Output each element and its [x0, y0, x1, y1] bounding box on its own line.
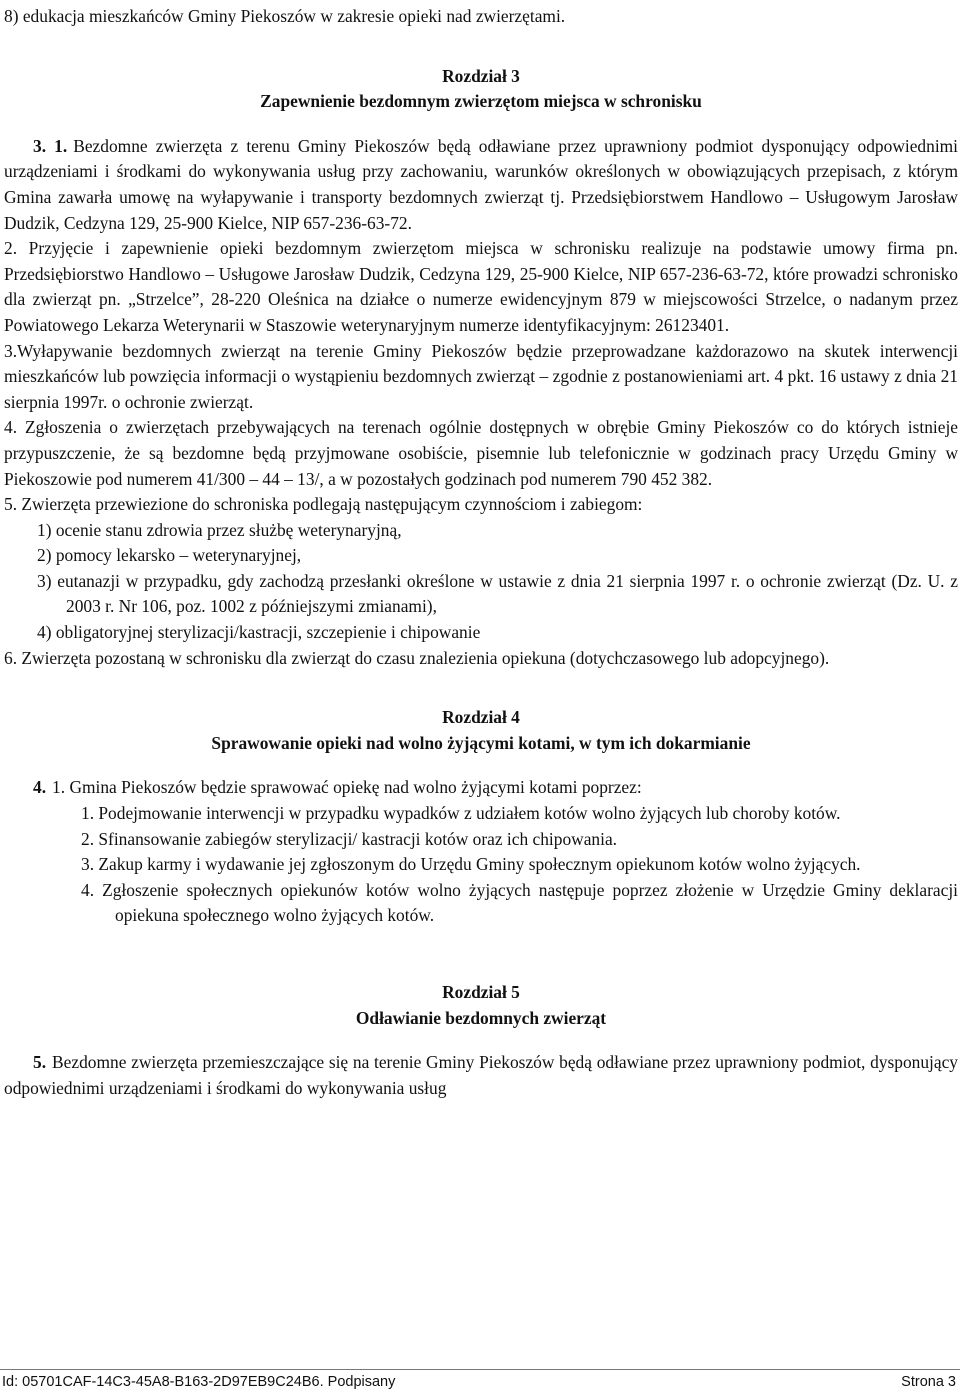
paragraph-5-number: 5.: [33, 1052, 47, 1073]
paragraph-3-number: 3. 1.: [33, 135, 68, 156]
paragraph-3-6: 6. Zwierzęta pozostaną w schronisku dla zwierząt do czasu znalezienia opiekuna (dotychczasowego lub adopcyjnego).: [4, 647, 830, 668]
chapter-4-title: Rozdział 4: [442, 707, 520, 728]
document-page: [4, 4, 958, 1101]
list-item: 1. Podejmowanie interwencji w przypadku wypadków z udziałem kotów wolno żyjących lub choroby kotów.: [81, 803, 841, 824]
list-item: 2) pomocy lekarsko – weterynaryjnej,: [37, 545, 302, 566]
list-item: 4) obligatoryjnej sterylizacji/kastracji, szczepienie i chipowanie: [37, 622, 481, 643]
footer-page-number: Strona 3: [901, 1374, 956, 1390]
paragraph-3-1-text: Bezdomne zwierzęta z terenu Gminy Piekoszów będą odławiane przez uprawniony podmiot dysponujący odpowiednimi urządzeniami i środkami do wykonywania usług przy zachowaniu, warunków określonych w obowiązujących przepisach, z którym Gmina zawarła umowę na wyłapywanie i transporty bezdomnych zwierząt tj. Przedsiębiorstwem Handlowo – Usługowym Jarosław Dudzik, Cedzyna 129, 25-900 Kielce, NIP 657-236-63-72.: [4, 135, 959, 233]
paragraph-3-1: [4, 134, 958, 236]
list-item: 3) eutanazji w przypadku, gdy zachodzą przesłanki określone w ustawie z dnia 21 sierpnia 1997 r. o ochronie zwierząt (Dz. U. z 2003 r. Nr 106, poz. 1002 z późniejszymi zmianami),: [37, 570, 958, 617]
list-item-8: 8) edukacja mieszkańców Gminy Piekoszów w zakresie opieki nad zwierzętami.: [4, 6, 566, 26]
paragraph-3-2: 2. Przyjęcie i zapewnienie opieki bezdomnym zwierzętom miejsca w schronisku realizuje na podstawie umowy firma pn. Przedsiębiorstwo Handlowo – Usługowe Jarosław Dudzik, Cedzyna 129, 25-900 Kielce, NIP 657-236-63-72, które prowadzi schronisko dla zwierząt pn. „Strzelce”, 28-220 Oleśnica na działce o numerze ewidencyjnym 879 w miejscowości Strzelce, o nadanym przez Powiatowego Lekarza Weterynarii w Staszowie weterynaryjnym numerze identyfikacyjnym: 26123401.: [4, 238, 958, 335]
footer-document-id: Id: 05701CAF-14C3-45A8-B163-2D97EB9C24B6. Podpisany: [2, 1374, 396, 1390]
paragraph-3-3: 3.Wyłapywanie bezdomnych zwierząt na terenie Gminy Piekoszów będzie przeprowadzane każdorazowo na skutek interwencji mieszkańców lub powzięcia informacji o wystąpieniu bezdomnych zwierząt – zgodnie z postanowieniami art. 4 pkt. 16 ustawy z dnia 21 sierpnia 1997r. o ochronie zwierząt.: [4, 340, 958, 412]
paragraph-4-1: [4, 775, 958, 801]
chapter-3-title: Rozdział 3: [442, 65, 520, 86]
chapter-5-subtitle: Odławianie bezdomnych zwierząt: [355, 1007, 607, 1028]
list-item: 2. Sfinansowanie zabiegów sterylizacji/ kastracji kotów oraz ich chipowania.: [81, 828, 618, 849]
chapter-3-subtitle: Zapewnienie bezdomnym zwierzętom miejsca w schronisku: [260, 91, 702, 112]
list-item: 1) ocenie stanu zdrowia przez służbę weterynaryjną,: [37, 519, 402, 540]
page-footer: [2, 1372, 956, 1394]
paragraph-3-5: 5. Zwierzęta przewiezione do schroniska podlegają następującym czynnościom i zabiegom:: [4, 494, 643, 515]
paragraph-5: [4, 1050, 958, 1101]
paragraph-5-text: Bezdomne zwierzęta przemieszczające się na terenie Gminy Piekoszów będą odławiane przez uprawniony podmiot, dysponujący odpowiednimi urządzeniami i środkami do wykonywania usług: [4, 1052, 958, 1098]
list-item: 3. Zakup karmy i wydawanie jej zgłoszonym do Urzędu Gminy społecznym opiekunom kotów wolno żyjących.: [81, 854, 861, 875]
chapter-4-subtitle: Sprawowanie opieki nad wolno żyjącymi kotami, w tym ich dokarmianie: [211, 732, 751, 753]
paragraph-4-1-text: 1. Gmina Piekoszów będzie sprawować opiekę nad wolno żyjącymi kotami poprzez:: [52, 777, 642, 798]
paragraph-3-4: 4. Zgłoszenia o zwierzętach przebywających na terenach ogólnie dostępnych w obrębie Gminy Piekoszów co do których istnieje przypuszczenie, że są bezdomne będą przyjmowane osobiście, pisemnie lub telefonicznie w godzinach pracy Urzędu Gminy w Piekoszowie pod numerem 41/300 – 44 – 13/, a w pozostałych godzinach pod numerem 790 452 382.: [4, 417, 958, 489]
footer-divider: [0, 1369, 960, 1370]
paragraph-4-number: 4.: [33, 777, 47, 798]
chapter-5-title: Rozdział 5: [442, 982, 520, 1002]
list-item: 4. Zgłoszenie społecznych opiekunów kotów wolno żyjących następuje poprzez złożenie w Urzędzie Gminy deklaracji opiekuna społecznego wolno żyjących kotów.: [81, 879, 958, 926]
